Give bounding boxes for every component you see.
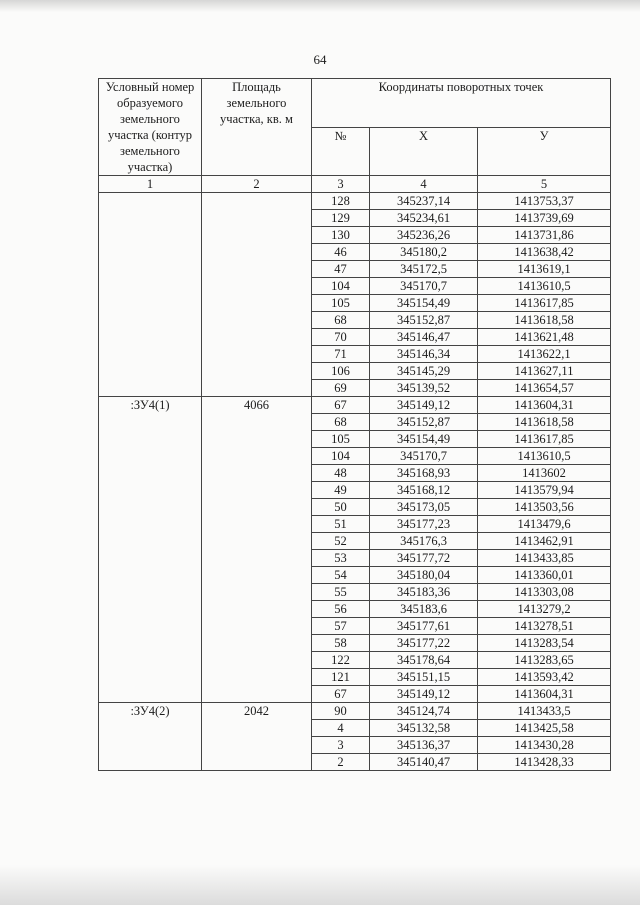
column-number: 2 [202,176,312,193]
header-coordinates-title: Координаты поворотных точек [312,79,611,128]
y-coordinate-cell: 1413462,91 [478,533,611,550]
point-number-cell: 104 [312,448,370,465]
point-number-cell: 57 [312,618,370,635]
point-number-cell: 51 [312,516,370,533]
header-y: У [478,127,611,176]
point-number-cell: 52 [312,533,370,550]
y-coordinate-cell: 1413579,94 [478,482,611,499]
y-coordinate-cell: 1413283,65 [478,652,611,669]
parcel-area-cell: 2042 [202,703,312,771]
y-coordinate-cell: 1413604,31 [478,397,611,414]
point-number-cell: 68 [312,414,370,431]
y-coordinate-cell: 1413617,85 [478,295,611,312]
x-coordinate-cell: 345172,5 [370,261,478,278]
y-coordinate-cell: 1413619,1 [478,261,611,278]
column-number-row [99,176,611,193]
y-coordinate-cell: 1413503,56 [478,499,611,516]
point-number-cell: 46 [312,244,370,261]
y-coordinate-cell: 1413753,37 [478,193,611,210]
scan-bottom-shadow [0,865,640,905]
parcel-number-cell: :ЗУ4(2) [99,703,202,771]
y-coordinate-cell: 1413425,58 [478,720,611,737]
coordinates-table [98,78,611,771]
x-coordinate-cell: 345168,12 [370,482,478,499]
point-number-cell: 68 [312,312,370,329]
x-coordinate-cell: 345168,93 [370,465,478,482]
x-coordinate-cell: 345177,61 [370,618,478,635]
x-coordinate-cell: 345237,14 [370,193,478,210]
parcel-number-cell: :ЗУ4(1) [99,397,202,703]
x-coordinate-cell: 345236,26 [370,227,478,244]
header-point-number: № [312,127,370,176]
table-row [99,703,611,720]
point-number-cell: 71 [312,346,370,363]
point-number-cell: 90 [312,703,370,720]
x-coordinate-cell: 345154,49 [370,431,478,448]
y-coordinate-cell: 1413617,85 [478,431,611,448]
y-coordinate-cell: 1413433,85 [478,550,611,567]
x-coordinate-cell: 345183,36 [370,584,478,601]
point-number-cell: 130 [312,227,370,244]
x-coordinate-cell: 345170,7 [370,278,478,295]
page-number: 64 [313,52,327,67]
point-number-cell: 106 [312,363,370,380]
table-row [99,193,611,210]
x-coordinate-cell: 345154,49 [370,295,478,312]
y-coordinate-cell: 1413428,33 [478,754,611,771]
y-coordinate-cell: 1413610,5 [478,278,611,295]
point-number-cell: 2 [312,754,370,771]
y-coordinate-cell: 1413618,58 [478,414,611,431]
x-coordinate-cell: 345136,37 [370,737,478,754]
y-coordinate-cell: 1413610,5 [478,448,611,465]
table-row [99,397,611,414]
column-number: 1 [99,176,202,193]
y-coordinate-cell: 1413430,28 [478,737,611,754]
x-coordinate-cell: 345146,34 [370,346,478,363]
x-coordinate-cell: 345173,05 [370,499,478,516]
point-number-cell: 129 [312,210,370,227]
point-number-cell: 70 [312,329,370,346]
y-coordinate-cell: 1413283,54 [478,635,611,652]
header-parcel-area: Площадь земельного участка, кв. м [202,79,312,176]
point-number-cell: 67 [312,686,370,703]
x-coordinate-cell: 345177,23 [370,516,478,533]
parcel-area-cell: 4066 [202,397,312,703]
column-number: 4 [370,176,478,193]
point-number-cell: 3 [312,737,370,754]
x-coordinate-cell: 345145,29 [370,363,478,380]
x-coordinate-cell: 345152,87 [370,414,478,431]
y-coordinate-cell: 1413654,57 [478,380,611,397]
point-number-cell: 49 [312,482,370,499]
point-number-cell: 47 [312,261,370,278]
y-coordinate-cell: 1413433,5 [478,703,611,720]
y-coordinate-cell: 1413278,51 [478,618,611,635]
table-body [99,193,611,771]
x-coordinate-cell: 345124,74 [370,703,478,720]
x-coordinate-cell: 345180,2 [370,244,478,261]
y-coordinate-cell: 1413604,31 [478,686,611,703]
x-coordinate-cell: 345178,64 [370,652,478,669]
x-coordinate-cell: 345177,22 [370,635,478,652]
y-coordinate-cell: 1413638,42 [478,244,611,261]
y-coordinate-cell: 1413593,42 [478,669,611,686]
header-x: X [370,127,478,176]
x-coordinate-cell: 345170,7 [370,448,478,465]
y-coordinate-cell: 1413602 [478,465,611,482]
point-number-cell: 48 [312,465,370,482]
point-number-cell: 53 [312,550,370,567]
point-number-cell: 69 [312,380,370,397]
x-coordinate-cell: 345132,58 [370,720,478,737]
point-number-cell: 4 [312,720,370,737]
point-number-cell: 56 [312,601,370,618]
parcel-area-cell [202,193,312,397]
x-coordinate-cell: 345180,04 [370,567,478,584]
x-coordinate-cell: 345140,47 [370,754,478,771]
point-number-cell: 67 [312,397,370,414]
header-parcel-number: Условный номер образуемого земельного участка (контур земельного участка) [99,79,202,176]
y-coordinate-cell: 1413739,69 [478,210,611,227]
y-coordinate-cell: 1413627,11 [478,363,611,380]
point-number-cell: 128 [312,193,370,210]
column-number: 5 [478,176,611,193]
point-number-cell: 55 [312,584,370,601]
x-coordinate-cell: 345234,61 [370,210,478,227]
x-coordinate-cell: 345177,72 [370,550,478,567]
y-coordinate-cell: 1413618,58 [478,312,611,329]
x-coordinate-cell: 345139,52 [370,380,478,397]
point-number-cell: 105 [312,431,370,448]
point-number-cell: 54 [312,567,370,584]
point-number-cell: 105 [312,295,370,312]
point-number-cell: 58 [312,635,370,652]
point-number-cell: 104 [312,278,370,295]
y-coordinate-cell: 1413279,2 [478,601,611,618]
x-coordinate-cell: 345152,87 [370,312,478,329]
column-number: 3 [312,176,370,193]
y-coordinate-cell: 1413731,86 [478,227,611,244]
x-coordinate-cell: 345149,12 [370,397,478,414]
parcel-number-cell [99,193,202,397]
x-coordinate-cell: 345146,47 [370,329,478,346]
y-coordinate-cell: 1413621,48 [478,329,611,346]
y-coordinate-cell: 1413360,01 [478,567,611,584]
x-coordinate-cell: 345151,15 [370,669,478,686]
y-coordinate-cell: 1413622,1 [478,346,611,363]
x-coordinate-cell: 345183,6 [370,601,478,618]
point-number-cell: 50 [312,499,370,516]
scan-top-shadow [0,0,640,12]
point-number-cell: 122 [312,652,370,669]
y-coordinate-cell: 1413303,08 [478,584,611,601]
y-coordinate-cell: 1413479,6 [478,516,611,533]
x-coordinate-cell: 345149,12 [370,686,478,703]
point-number-cell: 121 [312,669,370,686]
x-coordinate-cell: 345176,3 [370,533,478,550]
